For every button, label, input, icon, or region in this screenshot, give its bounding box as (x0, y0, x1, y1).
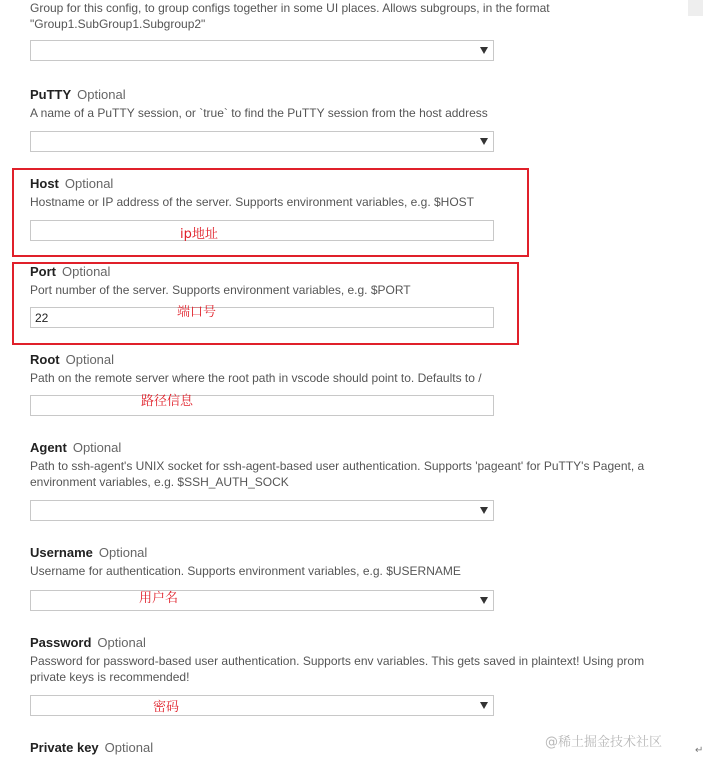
username-select[interactable] (30, 590, 494, 611)
host-label: Host (30, 176, 59, 191)
port-input[interactable] (30, 307, 494, 328)
putty-section (30, 85, 700, 121)
host-annotation: ip地址 (180, 227, 218, 242)
username-optional: Optional (98, 545, 148, 560)
username-label: Username (30, 545, 93, 560)
agent-select[interactable] (30, 500, 494, 521)
username-annotation: 用户名 (139, 591, 179, 606)
root-description: Path on the remote server where the root path in vscode should point to. Defaults to / (30, 371, 482, 385)
host-section (30, 174, 700, 210)
chevron-down-icon (480, 138, 488, 145)
agent-label: Agent (30, 440, 67, 455)
password-select[interactable] (30, 695, 494, 716)
chevron-down-icon (480, 702, 488, 709)
port-annotation: 端口号 (177, 305, 217, 320)
private-key-optional: Optional (104, 740, 154, 755)
agent-section (30, 438, 700, 490)
root-label: Root (30, 352, 60, 367)
port-input-value: 22 (35, 311, 49, 325)
password-description-line1: Password for password-based user authentication. Supports env variables. This gets saved in plaintext! Using prom (30, 654, 645, 668)
agent-optional: Optional (72, 440, 122, 455)
password-optional: Optional (97, 635, 146, 650)
group-section (30, 0, 700, 32)
putty-label: PuTTY (30, 87, 72, 102)
putty-select[interactable] (30, 131, 494, 152)
agent-description-line2: environment variables, e.g. $SSH_AUTH_SOCK (30, 475, 289, 489)
root-optional: Optional (65, 352, 115, 367)
putty-optional: Optional (77, 87, 126, 102)
agent-description-line1: Path to ssh-agent's UNIX socket for ssh-agent-based user authentication. Supports 'pageant' for PuTTY's Pagent, a (30, 459, 645, 473)
group-description-line1: Group for this config, to group configs together in some UI places. Allows subgroups, in the format (30, 1, 550, 15)
private-key-label: Private key (30, 740, 99, 755)
return-mark: ↵ (695, 745, 703, 756)
putty-description: A name of a PuTTY session, or `true` to find the PuTTY session from the host address (30, 106, 488, 120)
chevron-down-icon (480, 597, 488, 604)
host-optional: Optional (64, 176, 114, 191)
password-description-line2: private keys is recommended! (30, 670, 190, 684)
root-annotation: 路径信息 (141, 394, 194, 409)
port-label: Port (30, 264, 56, 279)
password-annotation: 密码 (153, 700, 180, 715)
chevron-down-icon (480, 507, 488, 514)
password-section (30, 633, 700, 685)
host-input[interactable] (30, 220, 494, 241)
root-section (30, 350, 700, 386)
group-select[interactable] (30, 40, 494, 61)
password-label: Password (30, 635, 92, 650)
chevron-down-icon (480, 47, 488, 54)
username-description: Username for authentication. Supports environment variables, e.g. $USERNAME (30, 564, 461, 578)
port-optional: Optional (62, 264, 111, 279)
root-input[interactable] (30, 395, 494, 416)
port-description: Port number of the server. Supports environment variables, e.g. $PORT (30, 283, 411, 297)
username-section (30, 543, 700, 579)
watermark: @稀土掘金技术社区 (545, 735, 663, 750)
host-description: Hostname or IP address of the server. Supports environment variables, e.g. $HOST (30, 195, 474, 209)
group-description-line2: "Group1.SubGroup1.Subgroup2" (30, 17, 206, 31)
